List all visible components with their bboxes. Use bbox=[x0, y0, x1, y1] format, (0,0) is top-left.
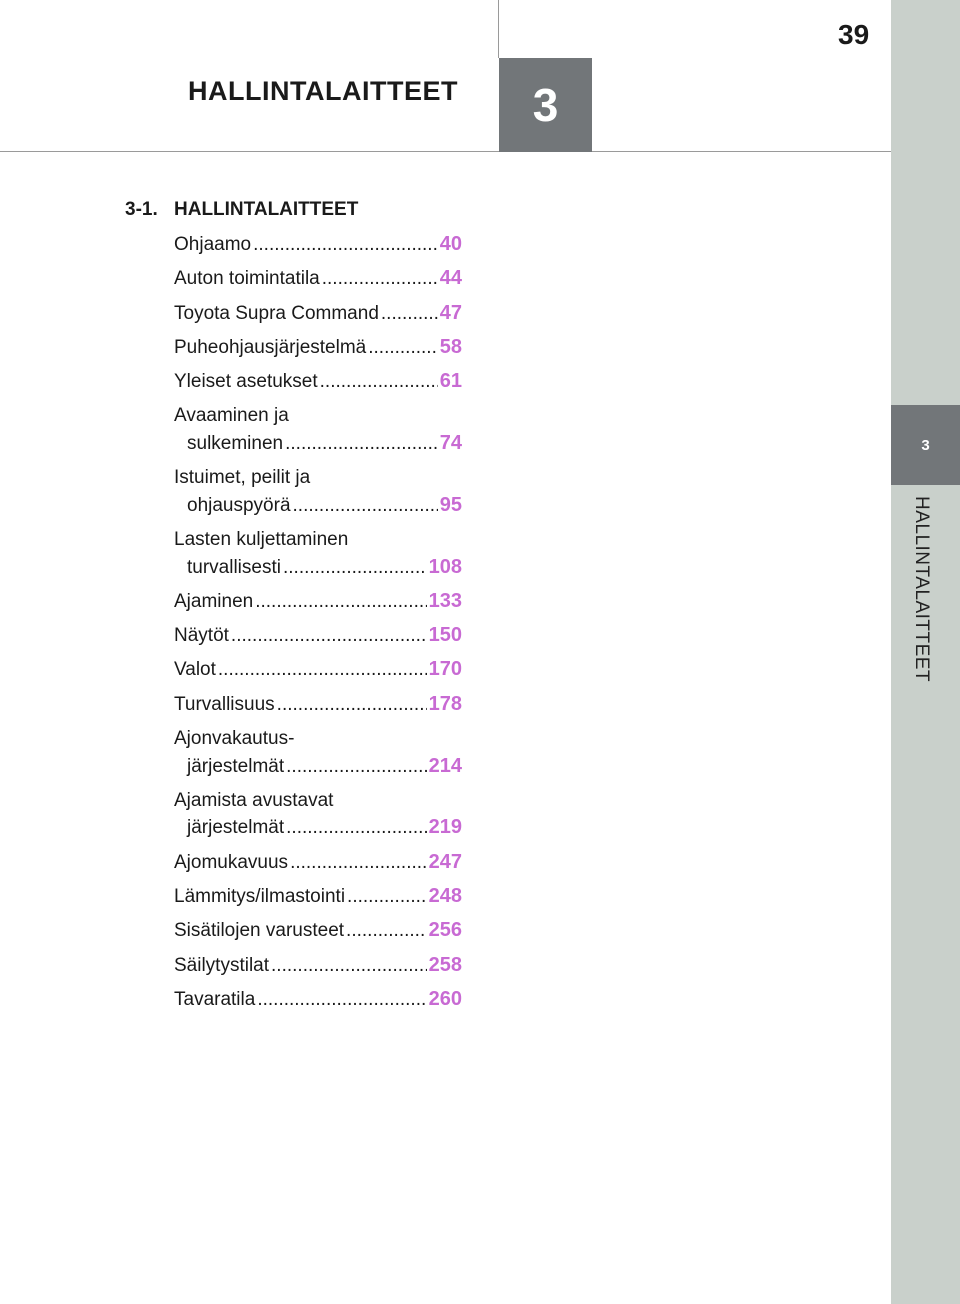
toc-item-ajonvakautus[interactable] bbox=[174, 725, 462, 780]
toc-leader bbox=[293, 492, 438, 520]
toc-label-line1: Istuimet, peilit ja bbox=[174, 467, 311, 489]
toc-page-link[interactable]: 247 bbox=[428, 850, 462, 873]
toc-page-link[interactable]: 58 bbox=[439, 335, 462, 358]
toc-item-sisatilojen-varusteet[interactable] bbox=[174, 917, 462, 945]
toc-item-sailytystilat[interactable] bbox=[174, 952, 462, 980]
chapter-number-block: 3 bbox=[499, 58, 592, 152]
toc-item-auton-toimintatila[interactable] bbox=[174, 265, 462, 293]
table-of-contents bbox=[174, 231, 462, 1020]
toc-page-link[interactable]: 150 bbox=[428, 624, 462, 647]
toc-item-lasten-kuljettaminen[interactable] bbox=[174, 526, 462, 581]
page-number: 39 bbox=[838, 19, 870, 50]
toc-item-ohjaamo[interactable] bbox=[174, 231, 462, 259]
toc-page-link[interactable]: 61 bbox=[439, 370, 462, 393]
toc-label: Valot bbox=[174, 659, 216, 681]
toc-leader bbox=[381, 300, 438, 328]
toc-leader bbox=[271, 952, 427, 980]
toc-label: Lämmitys/ilmastointi bbox=[174, 885, 346, 907]
toc-label: Tavaratila bbox=[174, 988, 256, 1010]
toc-label: Ajomukavuus bbox=[174, 851, 289, 873]
toc-label-line1: Ajamista avustavat bbox=[174, 789, 334, 811]
toc-leader bbox=[255, 588, 426, 616]
toc-item-tavaratila[interactable] bbox=[174, 986, 462, 1014]
toc-label: turvallisesti bbox=[187, 556, 281, 578]
toc-label: Ohjaamo bbox=[174, 234, 252, 255]
toc-item-puheohjaus[interactable] bbox=[174, 334, 462, 362]
section-heading bbox=[125, 199, 358, 221]
toc-item-lammitys[interactable] bbox=[174, 883, 462, 911]
toc-label: Sisätilojen varusteet bbox=[174, 920, 345, 942]
toc-leader bbox=[290, 849, 427, 877]
toc-label: Puheohjausjärjestelmä bbox=[174, 336, 367, 358]
toc-page-link[interactable]: 260 bbox=[428, 987, 462, 1010]
section-number: 3-1. bbox=[125, 199, 158, 220]
header-divider bbox=[0, 151, 891, 152]
toc-leader bbox=[283, 554, 427, 582]
toc-label-line1: Ajonvakautus- bbox=[174, 728, 295, 750]
side-chapter-title: HALLINTALAITTEET bbox=[911, 496, 932, 683]
toc-label: sulkeminen bbox=[187, 432, 284, 454]
toc-leader bbox=[347, 883, 427, 911]
toc-page-link[interactable]: 258 bbox=[428, 953, 462, 976]
toc-item-ajaminen[interactable] bbox=[174, 588, 462, 616]
toc-page-link[interactable]: 40 bbox=[439, 233, 462, 255]
toc-item-istuimet[interactable] bbox=[174, 464, 462, 519]
toc-leader bbox=[285, 430, 438, 458]
toc-page-link[interactable]: 214 bbox=[428, 754, 462, 777]
toc-page-link[interactable]: 133 bbox=[428, 589, 462, 612]
toc-page-link[interactable]: 256 bbox=[428, 919, 462, 942]
header-divider-vertical bbox=[498, 0, 499, 58]
toc-leader bbox=[320, 368, 438, 396]
toc-leader bbox=[257, 986, 426, 1014]
toc-item-turvallisuus[interactable] bbox=[174, 691, 462, 719]
toc-label: Säilytystilat bbox=[174, 954, 270, 976]
toc-label: Yleiset asetukset bbox=[174, 371, 318, 393]
toc-page-link[interactable]: 178 bbox=[428, 692, 462, 715]
toc-leader bbox=[277, 691, 427, 719]
toc-label: Näytöt bbox=[174, 625, 229, 647]
toc-item-avaaminen[interactable] bbox=[174, 402, 462, 457]
toc-item-naytot[interactable] bbox=[174, 622, 462, 650]
toc-page-link[interactable]: 95 bbox=[439, 493, 462, 516]
toc-item-ajomukavuus[interactable] bbox=[174, 849, 462, 877]
chapter-title: HALLINTALAITTEET bbox=[188, 76, 458, 106]
toc-page-link[interactable]: 108 bbox=[428, 555, 462, 578]
toc-leader bbox=[322, 265, 438, 293]
toc-page-link[interactable]: 74 bbox=[439, 431, 462, 454]
toc-item-ajamista-avustavat[interactable] bbox=[174, 787, 462, 842]
toc-page-link[interactable]: 248 bbox=[428, 884, 462, 907]
toc-leader bbox=[231, 622, 427, 650]
toc-page-link[interactable]: 47 bbox=[439, 301, 462, 324]
toc-label: järjestelmät bbox=[187, 817, 285, 839]
toc-leader bbox=[218, 656, 427, 684]
toc-label-line1: Lasten kuljettaminen bbox=[174, 529, 349, 551]
toc-leader bbox=[286, 814, 426, 842]
toc-leader bbox=[368, 334, 438, 362]
toc-label: ohjauspyörä bbox=[187, 494, 291, 516]
toc-label-line1: Avaaminen ja bbox=[174, 405, 289, 427]
toc-page-link[interactable]: 170 bbox=[428, 658, 462, 681]
toc-leader bbox=[346, 917, 427, 945]
toc-item-valot[interactable] bbox=[174, 656, 462, 684]
chapter-side-tab[interactable]: 3 bbox=[891, 405, 960, 485]
toc-item-supra-command[interactable] bbox=[174, 300, 462, 328]
toc-label: Toyota Supra Command bbox=[174, 302, 379, 324]
toc-leader bbox=[253, 231, 438, 259]
toc-leader bbox=[286, 753, 426, 781]
toc-label: Auton toimintatila bbox=[174, 268, 320, 290]
section-title: HALLINTALAITTEET bbox=[174, 199, 359, 220]
toc-item-yleiset-asetukset[interactable] bbox=[174, 368, 462, 396]
toc-page-link[interactable]: 219 bbox=[428, 816, 462, 839]
toc-page-link[interactable]: 44 bbox=[439, 267, 462, 290]
toc-label: Turvallisuus bbox=[174, 693, 275, 715]
toc-label: järjestelmät bbox=[187, 755, 285, 777]
toc-label: Ajaminen bbox=[174, 590, 254, 612]
